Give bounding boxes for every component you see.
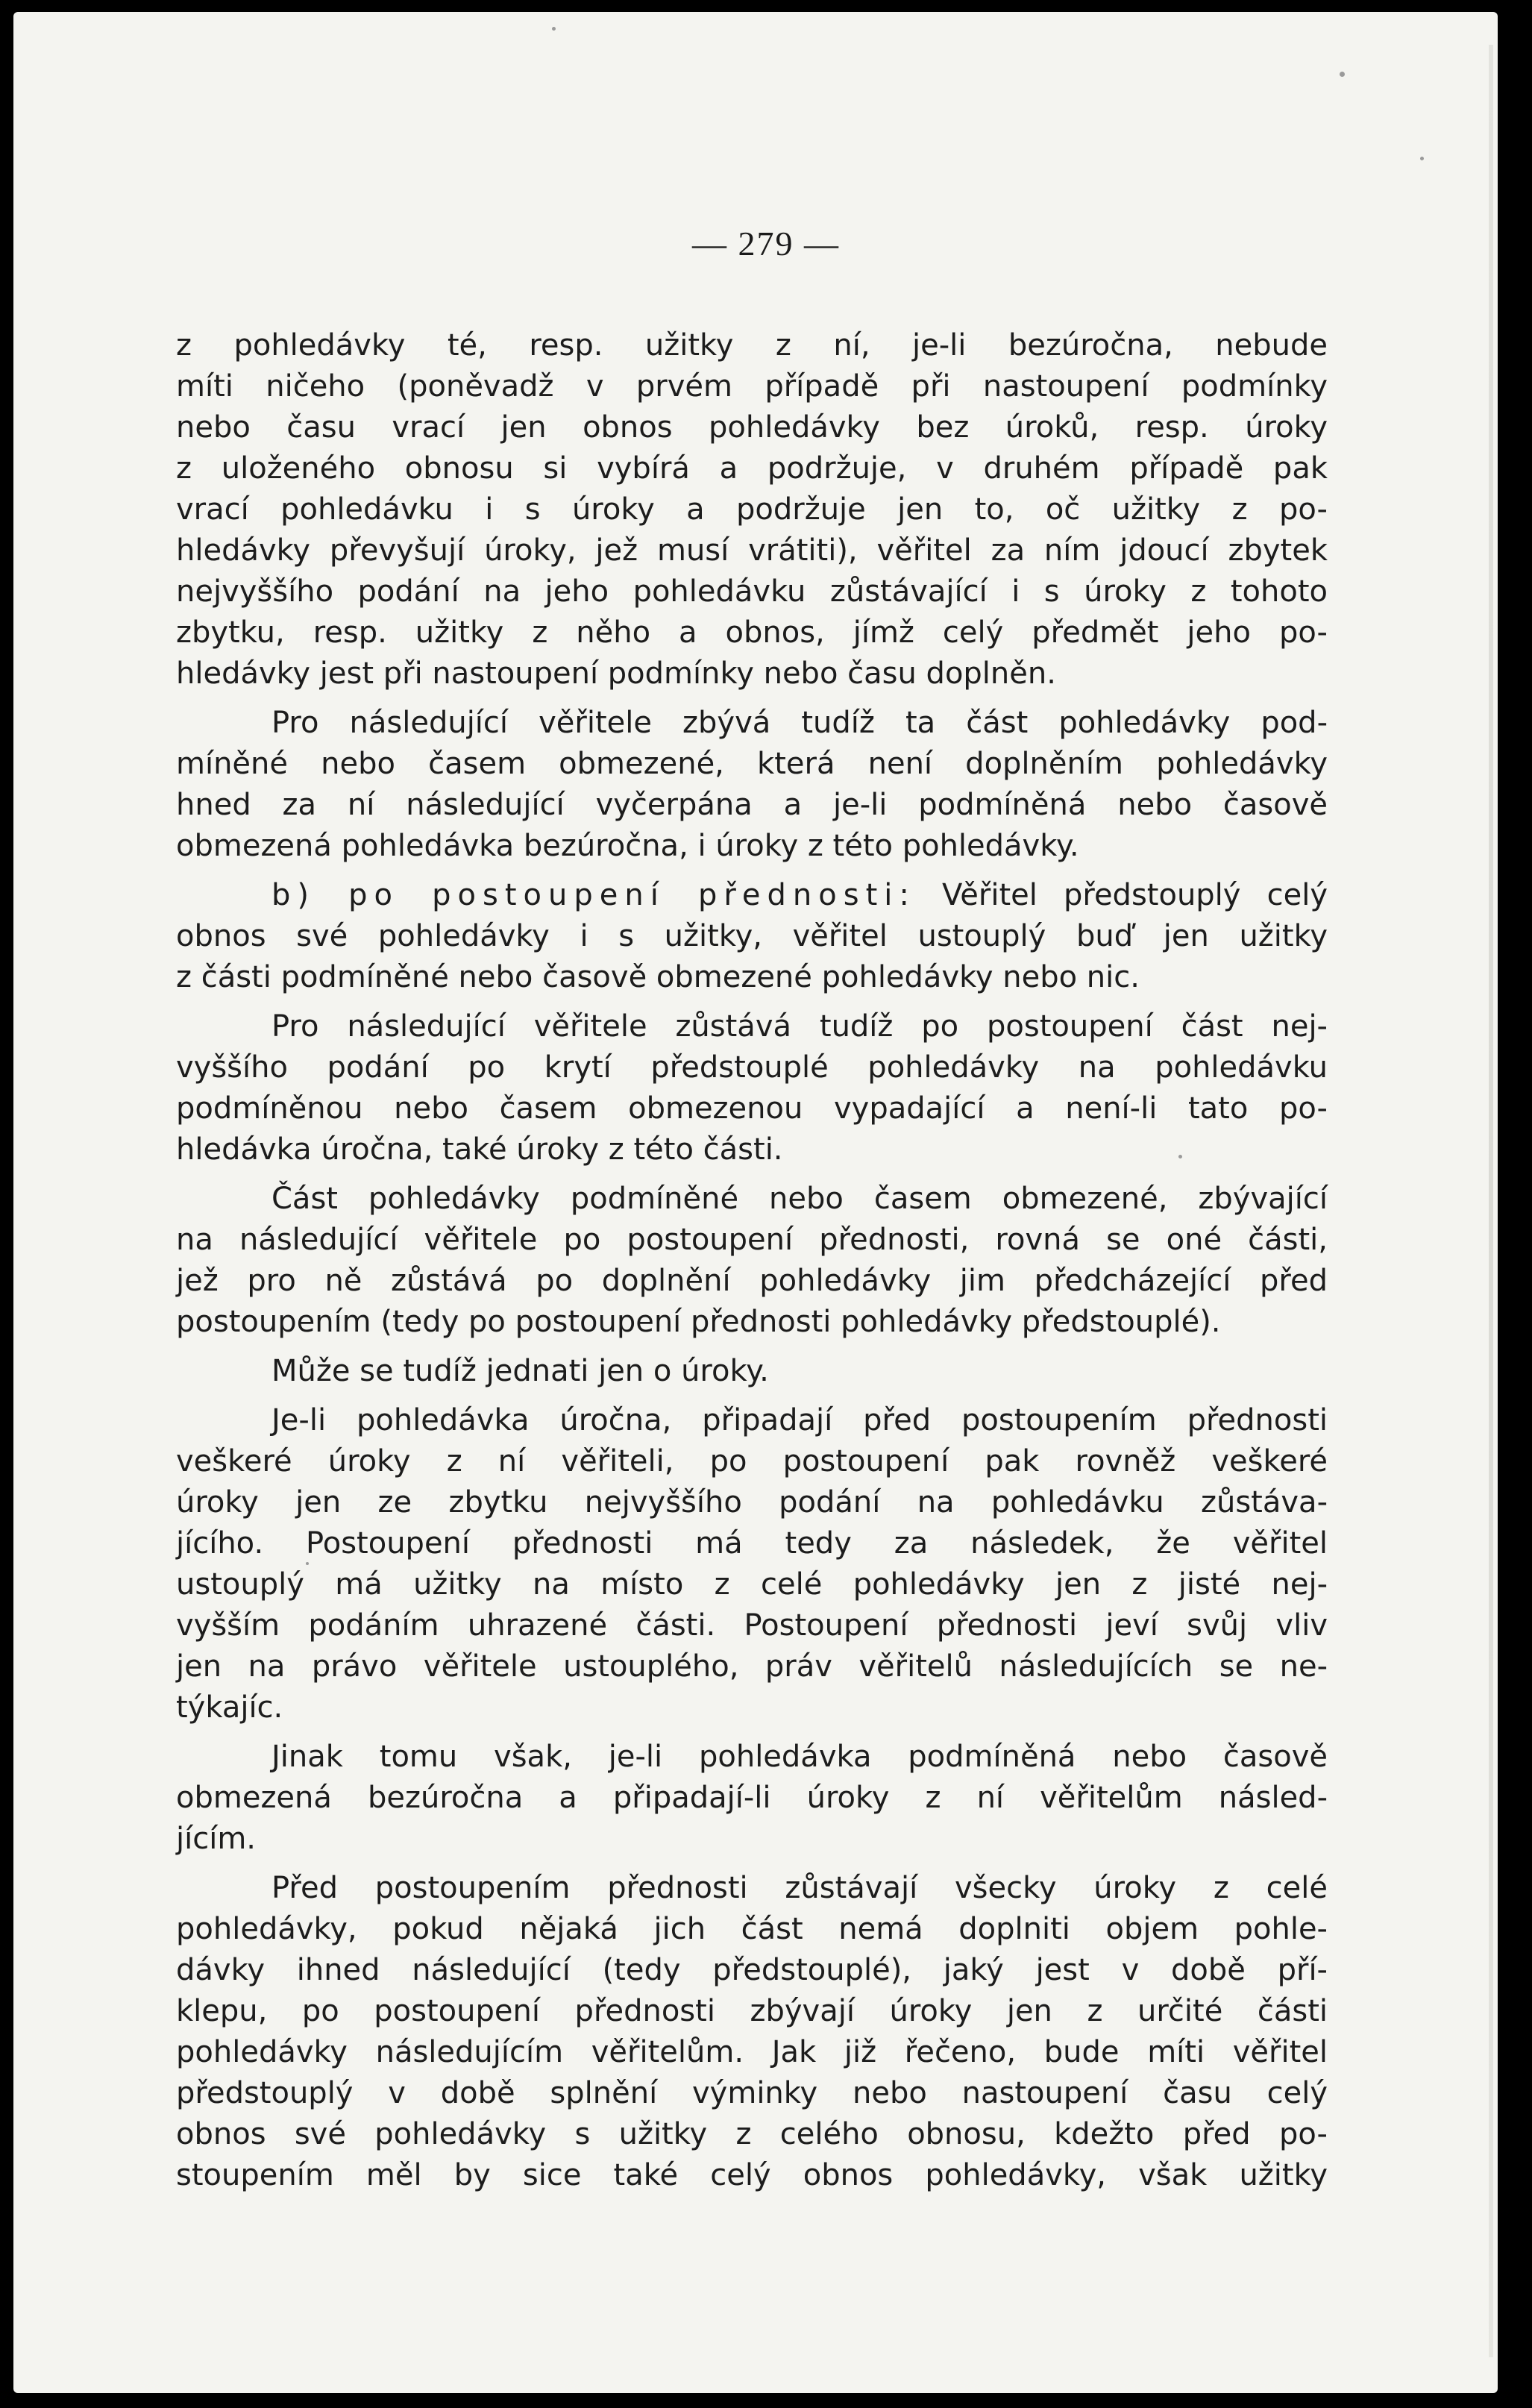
text-line: z části podmíněné nebo časově obmezené pohledávky nebo nic. (176, 960, 1140, 994)
text-line: stoupením měl by sice také celý obnos pohledávky, však užitky (176, 2158, 1328, 2192)
paragraph-7 (176, 1400, 1328, 1728)
text-line: vrací pohledávku i s úroky a podržuje jen to, oč užitky z po- (176, 492, 1328, 527)
text-line: Pro následující věřitele zůstává tudíž po postoupení část nej- (271, 1009, 1328, 1044)
text-line: vyššího podání po krytí předstouplé pohledávky na pohledávku (176, 1050, 1328, 1085)
paragraph-2 (176, 703, 1328, 867)
paragraph-6 (176, 1351, 1328, 1392)
text-line: předstouplý v době splnění výminky nebo nastoupení času celý (176, 2076, 1328, 2110)
text-line: z pohledávky té, resp. užitky z ní, je-li bezúročna, nebude (176, 328, 1328, 363)
text-line: postoupením (tedy po postoupení přednosti pohledávky předstouplé). (176, 1305, 1221, 1339)
text-line: nebo času vrací jen obnos pohledávky bez úroků, resp. úroky (176, 410, 1328, 445)
text-run: Věřitel předstouplý celý (942, 878, 1328, 912)
text-line: hledávky jest při nastoupení podmínky nebo času doplněn. (176, 656, 1056, 691)
text-line: jícího. Postoupení přednosti má tedy za následek, že věřitel (176, 1526, 1328, 1561)
text-line: pohledávky, pokud nějaká jich část nemá doplniti objem pohle- (176, 1912, 1328, 1946)
text-line: podmíněnou nebo časem obmezenou vypadající a není-li tato po- (176, 1091, 1328, 1126)
text-line: Část pohledávky podmíněné nebo časem obmezené, zbývající (271, 1182, 1328, 1216)
body-text (176, 325, 1328, 2196)
paragraph-8 (176, 1737, 1328, 1860)
page-edge-shadow (1489, 45, 1493, 2357)
text-line: jícím. (176, 1822, 257, 1856)
text-line: obnos své pohledávky s užitky z celého obnosu, kdežto před po- (176, 2117, 1328, 2151)
section-label: b) po postoupení přednosti: (271, 878, 916, 912)
text-line: na následující věřitele po postoupení přednosti, rovná se oné části, (176, 1223, 1328, 1257)
text-line: z uloženého obnosu si vybírá a podržuje, v druhém případě pak (176, 451, 1328, 486)
text-line: hledávky převyšují úroky, jež musí vrátiti), věřitel za ním jdoucí zbytek (176, 533, 1328, 568)
paragraph-4 (176, 1006, 1328, 1170)
paragraph-1 (176, 325, 1328, 695)
text-line: obmezená bezúročna a připadají-li úroky z ní věřitelům násled- (176, 1781, 1328, 1815)
text-line: Je-li pohledávka úročna, připadají před postoupením přednosti (271, 1403, 1328, 1437)
text-line: míti ničeho (poněvadž v prvém případě při nastoupení podmínky (176, 369, 1328, 404)
page-number: — 279 — (692, 225, 840, 263)
text-line: Může se tudíž jednati jen o úroky. (271, 1354, 769, 1388)
text-line: Před postoupením přednosti zůstávají všecky úroky z celé (271, 1871, 1328, 1905)
text-line: jen na právo věřitele ustouplého, práv věřitelů následujících se ne- (176, 1649, 1328, 1684)
text-line: Pro následující věřitele zbývá tudíž ta část pohledávky pod- (271, 706, 1328, 740)
text-line: týkajíc. (176, 1690, 283, 1725)
speck (552, 27, 556, 31)
text-line: obmezená pohledávka bezúročna, i úroky z této pohledávky. (176, 829, 1079, 863)
text-line: jež pro ně zůstává po doplnění pohledávky jim předcházející před (176, 1264, 1328, 1298)
text-line: obnos své pohledávky i s užitky, věřitel ustouplý buď jen užitky (176, 919, 1328, 953)
text-line: vyšším podáním uhrazené části. Postoupení přednosti jeví svůj vliv (176, 1608, 1328, 1643)
speck (1420, 157, 1424, 160)
text-line: zbytku, resp. užitky z něho a obnos, jímž celý předmět jeho po- (176, 615, 1328, 650)
text-line: hned za ní následující vyčerpána a je-li podmíněná nebo časově (176, 788, 1328, 822)
text-line (176, 875, 1328, 916)
text-line: Jinak tomu však, je-li pohledávka podmíněná nebo časově (271, 1740, 1328, 1774)
text-line: míněné nebo časem obmezené, která není doplněním pohledávky (176, 747, 1328, 781)
text-line: nejvyššího podání na jeho pohledávku zůstávající i s úroky z tohoto (176, 574, 1328, 609)
text-line: pohledávky následujícím věřitelům. Jak již řečeno, bude míti věřitel (176, 2035, 1328, 2069)
text-line: dávky ihned následující (tedy předstouplé), jaký jest v době pří- (176, 1953, 1328, 1987)
speck (1340, 72, 1345, 77)
paragraph-5 (176, 1179, 1328, 1343)
text-line: veškeré úroky z ní věřiteli, po postoupení pak rovněž veškeré (176, 1444, 1328, 1479)
paragraph-3 (176, 875, 1328, 998)
paragraph-9 (176, 1868, 1328, 2196)
text-line: ustouplý má užitky na místo z celé pohledávky jen z jisté nej- (176, 1567, 1328, 1602)
text-line: úroky jen ze zbytku nejvyššího podání na pohledávku zůstáva- (176, 1485, 1328, 1520)
text-line: klepu, po postoupení přednosti zbývají úroky jen z určité části (176, 1994, 1328, 2028)
text-line: hledávka úročna, také úroky z této části. (176, 1132, 783, 1167)
